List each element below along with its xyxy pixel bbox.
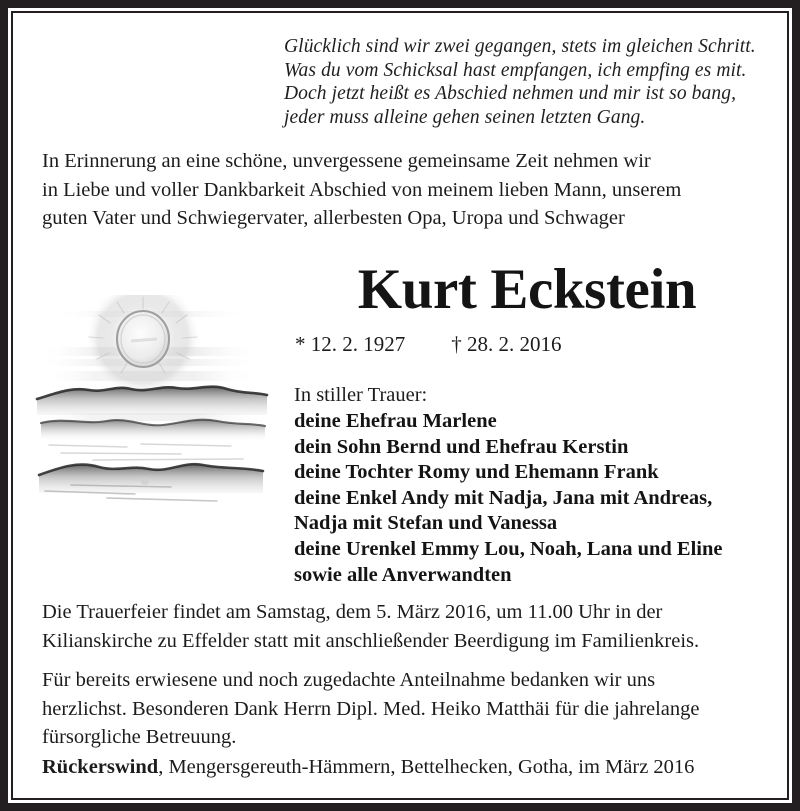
- intro-line-3: guten Vater und Schwiegervater, allerbesten Opa, Uropa und Schwager: [42, 207, 625, 229]
- mourner-line: deine Tochter Romy und Ehemann Frank: [294, 461, 659, 484]
- verse-line-2: Was du vom Schicksal hast empfangen, ich empfing es mit.: [284, 59, 747, 81]
- deceased-name: Kurt Eckstein: [357, 258, 697, 321]
- mourner-line: dein Sohn Bernd und Ehefrau Kerstin: [294, 435, 629, 458]
- intro-line-1: In Erinnerung an eine schöne, unvergessene gemeinsame Zeit nehmen wir: [42, 150, 651, 172]
- mourner-line: deine Urenkel Emmy Lou, Noah, Lana und Eline: [294, 537, 723, 560]
- places-line: [42, 753, 774, 782]
- verse-line-4: jeder muss alleine gehen seinen letzten Gang.: [284, 106, 646, 128]
- ceremony-line-2: Kilianskirche zu Effelder statt mit anschließender Beerdigung im Familienkreis.: [42, 629, 700, 652]
- thanks-paragraph: [42, 666, 774, 752]
- ceremony-paragraph: [42, 598, 774, 655]
- mourners-heading: In stiller Trauer:: [294, 384, 428, 406]
- intro-paragraph: [42, 147, 772, 233]
- thanks-line-1: Für bereits erwiesene und noch zugedachte Anteilnahme bedanken wir uns: [42, 669, 656, 691]
- death-date: † 28. 2. 2016: [451, 332, 562, 356]
- mourners-list: [294, 409, 772, 588]
- thanks-line-3: fürsorgliche Betreuung.: [42, 726, 237, 748]
- verse-line-3: Doch jetzt heißt es Abschied nehmen und mir ist so bang,: [284, 83, 737, 105]
- sun-over-mountains-sketch-icon: [31, 295, 271, 507]
- mourner-line: deine Ehefrau Marlene: [294, 410, 497, 432]
- intro-line-2: in Liebe und voller Dankbarkeit Abschied von meinem lieben Mann, unserem: [42, 178, 682, 201]
- places-line-inner: [42, 753, 774, 782]
- ceremony-line-1: Die Trauerfeier findet am Samstag, dem 5. März 2016, um 11.00 Uhr in der: [42, 601, 663, 623]
- mourner-line: deine Enkel Andy mit Nadja, Jana mit Andreas,: [294, 486, 713, 509]
- notice-sheet: [13, 13, 787, 798]
- verse-line-1: Glücklich sind wir zwei gegangen, stets im gleichen Schritt.: [284, 36, 756, 57]
- primary-place: Rückerswind: [42, 756, 159, 778]
- mourner-line: sowie alle Anverwandten: [294, 563, 512, 586]
- other-places: , Mengersgereuth-Hämmern, Bettelhecken, Gotha, im März 2016: [158, 756, 695, 778]
- thanks-line-2: herzlichst. Besonderen Dank Herrn Dipl. Med. Heiko Matthäi für die jahrelange: [42, 697, 700, 720]
- mourner-line: Nadja mit Stefan und Vanessa: [294, 512, 558, 535]
- memorial-verse: [284, 35, 784, 129]
- life-dates: [295, 331, 562, 357]
- birth-date: * 12. 2. 1927: [295, 332, 406, 356]
